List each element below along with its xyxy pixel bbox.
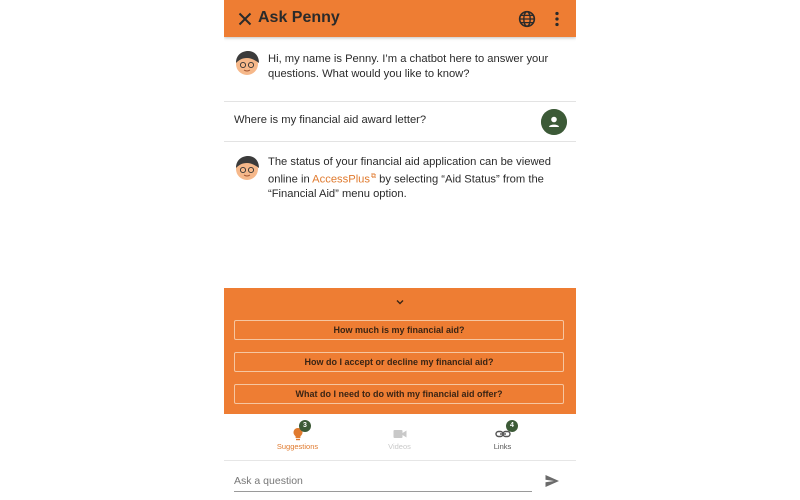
bot-answer-part: The status of your financial aid application can be viewed online in (268, 156, 551, 186)
page-title: Ask Penny (258, 9, 340, 26)
suggestion-button[interactable]: What do I need to do with my financial aid offer? (234, 384, 564, 404)
links-count-badge: 4 (506, 420, 518, 432)
penny-avatar-icon (233, 48, 261, 76)
penny-avatar-icon (233, 153, 261, 181)
chat-transcript (224, 37, 576, 288)
question-input[interactable] (234, 471, 532, 492)
tab-suggestions[interactable] (239, 414, 356, 460)
tab-label: Links (493, 442, 512, 451)
close-icon[interactable] (234, 8, 256, 30)
tab-label: Suggestions (276, 442, 319, 451)
chat-window (224, 0, 576, 500)
header-bar (224, 0, 576, 37)
chevron-down-icon[interactable] (394, 296, 406, 308)
suggestion-button[interactable]: How much is my financial aid? (234, 320, 564, 340)
suggestions-panel (224, 288, 576, 414)
question-input-bar (224, 461, 576, 500)
external-link-icon: ⧉ (371, 172, 376, 180)
video-camera-icon (392, 426, 408, 442)
suggestion-button[interactable]: How do I accept or decline my financial aid? (234, 352, 564, 372)
bot-answer-part: by selecting “Aid Status” from the “Financial Aid” menu option. (268, 173, 544, 200)
tab-label: Videos (388, 442, 411, 451)
suggestions-count-badge: 3 (299, 420, 311, 432)
bottom-tabs (224, 414, 576, 461)
user-message (224, 102, 576, 142)
send-icon[interactable] (544, 473, 560, 489)
user-question-text: Where is my financial aid award letter? (234, 114, 427, 126)
globe-icon[interactable] (516, 8, 538, 30)
user-avatar-icon (541, 109, 567, 135)
tab-links[interactable] (444, 414, 561, 460)
bot-message (224, 142, 576, 288)
more-vert-icon[interactable] (546, 8, 568, 30)
bot-message (224, 37, 576, 102)
bot-greeting-text: Hi, my name is Penny. I’m a chatbot here to answer your questions. What would you like to know? (268, 53, 549, 80)
bot-answer-text (268, 155, 568, 201)
tab-videos[interactable] (341, 414, 458, 460)
accessplus-link[interactable]: AccessPlus (312, 173, 370, 186)
